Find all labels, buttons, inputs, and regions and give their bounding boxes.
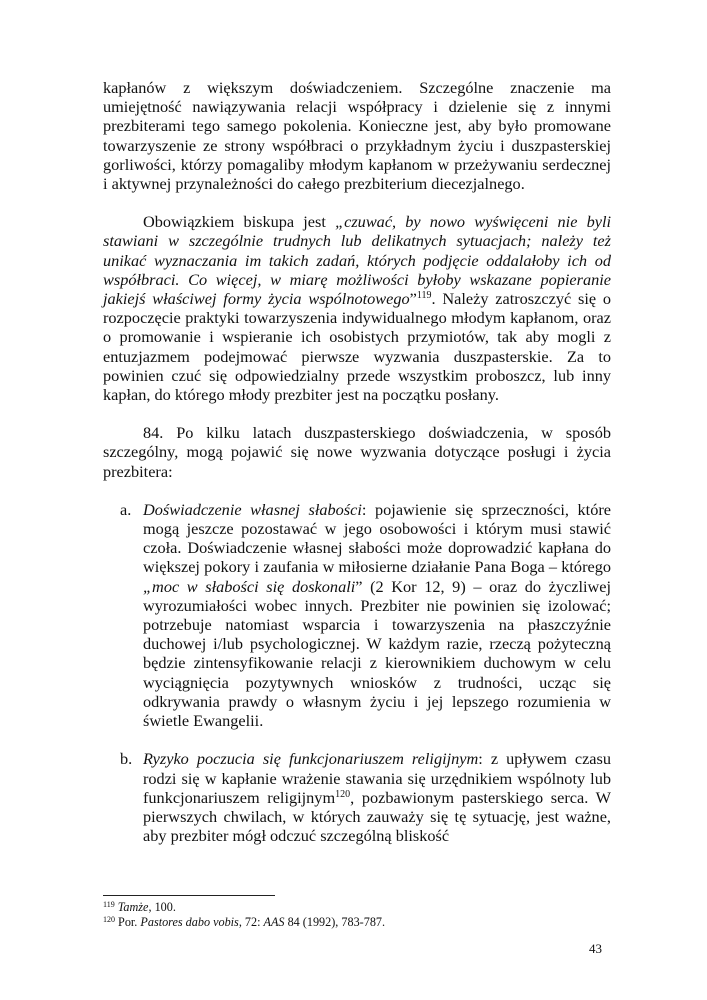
paragraph-2	[103, 212, 611, 404]
item-title: Ryzyko poczucia się funkcjonariuszem religijnym	[143, 749, 479, 769]
paragraph-2-close-quote: ”	[409, 289, 417, 309]
footnote-text: 84 (1992), 783-787.	[284, 915, 386, 929]
item-text-part: : pojawienie się sprzeczności, które mogą jeszcze pozostawać w jego osobowości i którym musi stawić czoła. Doświadczenie własnej słabości może doprowadzić kapłana do większej pokory i zaufania w miłosierne działanie Pana Boga – którego	[143, 499, 611, 577]
footnote-119	[103, 900, 611, 915]
paragraph-1: kapłanów z większym doświadczeniem. Szczególne znaczenie ma umiejętność nawiązywania relacji współpracy i dzielenie się z innymi prezbiterami tego samego pokolenia. Konieczne jest, aby było promowane towarzyszenie ze strony współbraci o przykładnym życiu i duszpasterskiej gorliwości, którzy pomagaliby młodym kapłanom w przeżywaniu serdecznej i aktywnej przynależności do całego prezbiterium diecezjalnego.	[103, 78, 611, 194]
page-number: 43	[589, 941, 602, 956]
item-text-part: , pozbawionym pasterskiego serca. W pierwszych chwilach, w których zauważy się tę sytuację, jest ważne, aby prezbiter mógł odczuć szczególną bliskość	[143, 787, 611, 846]
item-text-part: ” (2 Kor 12, 9) – oraz do życzliwej wyrozumiałości wobec innych. Prezbiter nie powinien się izolować; potrzebuje natomiast wsparcia i towarzyszenia na płaszczyźnie duchowej i/lub psychologicznej. W każdym razie, rzeczą pożyteczną będzie zintensyfikowanie relacji z kierownikiem duchowym w celu wyciągnięcia pozytywnych wniosków z trudności, ucząc się odkrywania prawdy o własnym życiu i jej lepszego rozumienia w świetle Ewangelii.	[143, 576, 611, 731]
footnote-120	[103, 915, 611, 930]
list-marker: a.	[120, 499, 132, 519]
footnote-ref-120[interactable]: 120	[335, 788, 351, 800]
footnote-number: 119	[103, 900, 115, 909]
footnote-italic: AAS	[263, 915, 285, 929]
footnote-ref-119[interactable]: 119	[416, 290, 432, 302]
footnote-italic: Tamże	[117, 900, 149, 914]
page-body	[103, 78, 611, 864]
list-item-text	[143, 500, 611, 730]
list-marker: b.	[120, 749, 133, 769]
list-item-text	[143, 749, 611, 845]
footnotes	[103, 900, 611, 930]
paragraph-2-rest: . Należy zatroszczyć się o rozpoczęcie praktyki towarzyszenia indywidualnego młodym kapłanom, oraz o promowanie i wspieranie ich osobistych przymiotów, tak aby mogli z entuzjazmem podejmować pierwsze wyzwania duszpasterskie. Za to powinien czuć się odpowiedzialny przede wszystkim proboszcz, lub inny kapłan, do którego młody prezbiter jest na początku posłany.	[103, 289, 611, 405]
footnote-divider	[103, 895, 275, 896]
item-quote: „moc w słabości się doskonali	[143, 576, 356, 596]
footnote-text: , 72:	[238, 915, 264, 929]
list-item	[103, 500, 611, 730]
footnote-italic: Pastores dabo vobis	[140, 915, 239, 929]
paragraph-2-lead: Obowiązkiem biskupa jest	[143, 212, 336, 232]
challenge-list	[103, 500, 611, 845]
footnote-number: 120	[103, 915, 115, 924]
list-item	[103, 749, 611, 845]
footnote-text: Por.	[115, 915, 141, 929]
footnote-text: , 100.	[148, 900, 176, 914]
paragraph-84: 84. Po kilku latach duszpasterskiego doświadczenia, w sposób szczególny, mogą pojawić się nowe wyzwania dotyczące posługi i życia prezbitera:	[103, 423, 611, 481]
item-title: Doświadczenie własnej słabości	[143, 499, 362, 519]
paragraph-2-quote: „czuwać, by nowo wyświęceni nie byli stawiani w szczególnie trudnych lub delikatnych sytuacjach; należy też unikać wyznaczania im takich zadań, których podjęcie oddalałoby ich od współbraci. Co więcej, w miarę możliwości byłoby wskazane popieranie jakiejś właściwej formy życia wspólnotowego	[103, 212, 611, 309]
item-text-part: : z upływem czasu rodzi się w kapłanie wrażenie stawania się urzędnikiem wspólnoty lub funkcjonariuszem religijnym	[143, 749, 611, 807]
